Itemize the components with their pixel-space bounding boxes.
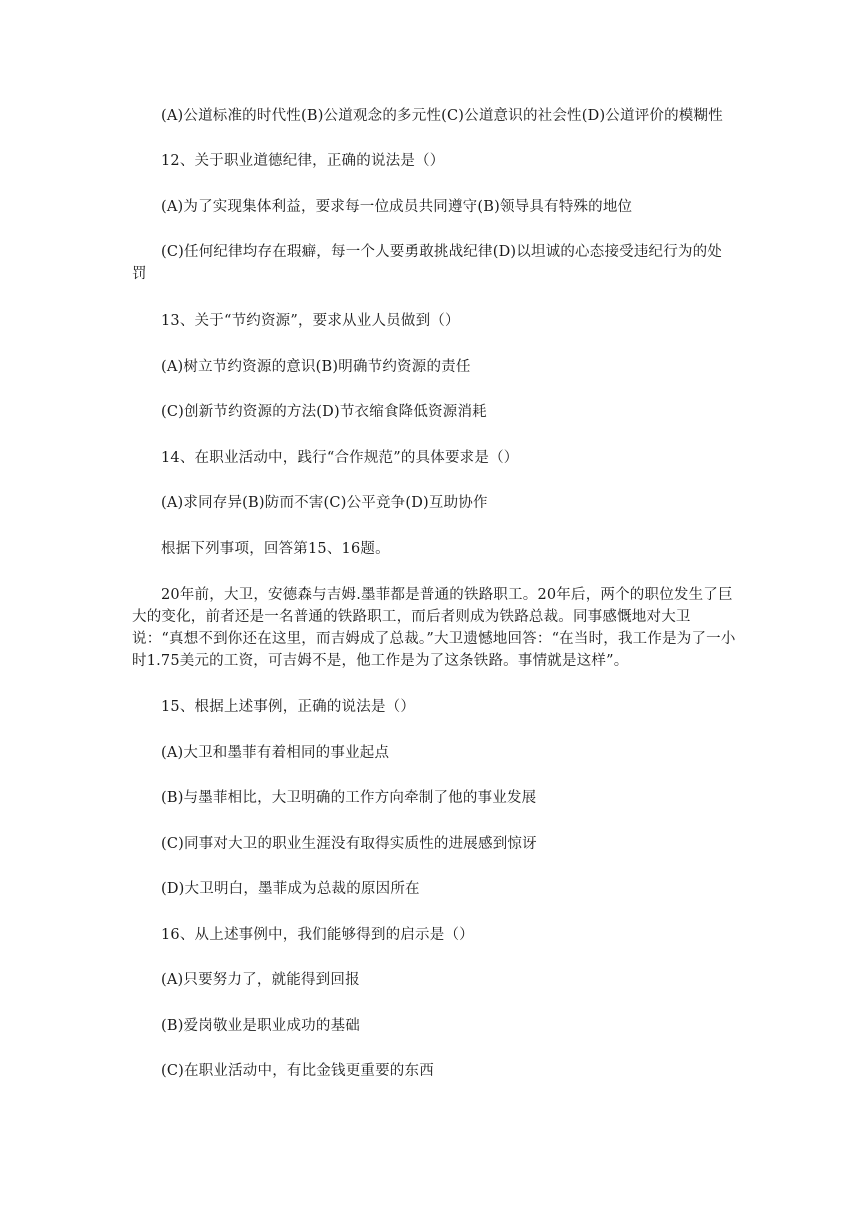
option-line-14: (A)求同存异(B)防而不害(C)公平竞争(D)互助协作 xyxy=(161,495,488,511)
option-line-13-ab: (A)树立节约资源的意识(B)明确节约资源的责任 xyxy=(161,359,471,375)
option-16-b: (B)爱岗敬业是职业成功的基础 xyxy=(161,1018,360,1034)
option-16-a: (A)只要努力了，就能得到回报 xyxy=(161,972,360,988)
question-13: 13、关于“节约资源”，要求从业人员做到（） xyxy=(161,313,460,329)
option-line-13-cd: (C)创新节约资源的方法(D)节衣缩食降低资源消耗 xyxy=(161,404,487,420)
question-16: 16、从上述事例中，我们能够得到的启示是（） xyxy=(161,927,474,943)
question-14: 14、在职业活动中，践行“合作规范”的具体要求是（） xyxy=(161,450,519,466)
option-line-12-cd: (C)任何纪律均存在瑕癖，每一个人要勇敢挑战纪律(D)以坦诚的心态接受违纪行为的处罚 xyxy=(132,244,723,282)
option-line-11: (A)公道标准的时代性(B)公道观念的多元性(C)公道意识的社会性(D)公道评价的模糊性 xyxy=(161,108,723,124)
option-15-b: (B)与墨菲相比，大卫明确的工作方向牵制了他的事业发展 xyxy=(161,790,537,806)
option-15-c: (C)同事对大卫的职业生涯没有取得实质性的进展感到惊讶 xyxy=(161,836,537,852)
question-12: 12、关于职业道德纪律，正确的说法是（） xyxy=(161,153,445,169)
option-15-a: (A)大卫和墨菲有着相同的事业起点 xyxy=(161,745,390,761)
option-16-c: (C)在职业活动中，有比金钱更重要的东西 xyxy=(161,1063,434,1079)
case-story: 20年前，大卫，安德森与吉姆.墨菲都是普通的铁路职工。20年后，两个的职位发生了巨大的变化，前者还是一名普通的铁路职工，而后者则成为铁路总裁。同事感慨地对大卫说：“真想不到你还在这里，而吉姆成了总裁。”大卫遗憾地回答：“在当时，我工作是为了一小时1.75美元的工资，可吉姆不是，他工作是为了这条铁路。事情就是这样”。 xyxy=(132,587,736,669)
question-15: 15、根据上述事例，正确的说法是（） xyxy=(161,699,416,715)
option-15-d: (D)大卫明白，墨菲成为总裁的原因所在 xyxy=(161,881,420,897)
option-line-12-ab: (A)为了实现集体利益，要求每一位成员共同遵守(B)领导具有特殊的地位 xyxy=(161,199,633,215)
case-instruction: 根据下列事项，回答第15、16题。 xyxy=(161,541,390,557)
